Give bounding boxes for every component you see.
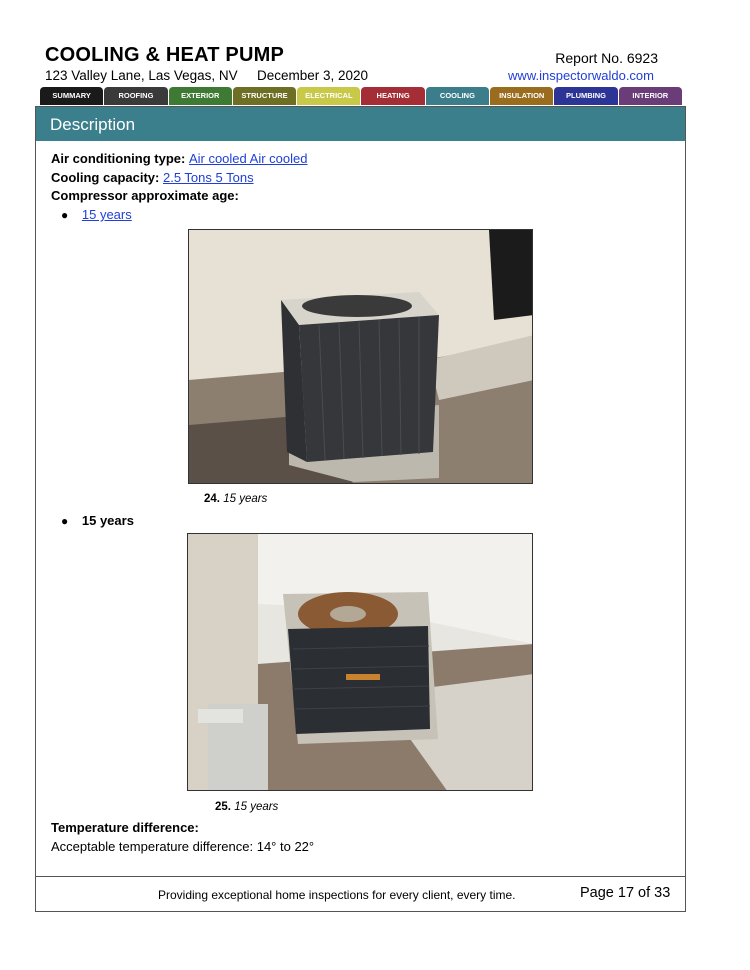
footer-divider — [36, 876, 685, 877]
capacity-link[interactable]: 2.5 Tons 5 Tons — [162, 170, 254, 185]
age-link[interactable]: 15 years — [81, 207, 132, 222]
bullet-dot-icon: ● — [61, 514, 69, 528]
page-number: Page 17 of 33 — [580, 885, 671, 901]
ac-type-link[interactable]: Air cooled Air cooled — [188, 151, 308, 166]
temp-difference-label: Temperature difference: — [51, 820, 199, 835]
report-date: December 3, 2020 — [257, 68, 369, 83]
compressor-age-label: Compressor approximate age: — [51, 188, 239, 203]
tab-interior[interactable]: INTERIOR — [619, 87, 682, 105]
footer-tagline: Providing exceptional home inspections for every client, every time. — [158, 888, 516, 902]
tab-insulation[interactable]: INSULATION — [490, 87, 553, 105]
capacity-row — [51, 170, 254, 185]
tab-cooling[interactable]: COOLING — [426, 87, 489, 105]
photo-24-text: 15 years — [223, 493, 268, 505]
tab-electrical[interactable]: ELECTRICAL — [297, 87, 360, 105]
property-address: 123 Valley Lane, Las Vegas, NV — [45, 68, 238, 83]
report-number: Report No. 6923 — [555, 50, 658, 66]
photo-25-number: 25. — [215, 801, 231, 813]
bullet-text: 15 years — [81, 513, 134, 528]
ac-type-label: Air conditioning type: — [51, 151, 186, 166]
bullet-item — [61, 207, 132, 222]
ac-unit-photo-icon — [189, 230, 533, 484]
tab-roofing[interactable]: ROOFING — [104, 87, 167, 105]
ac-unit-photo-icon — [188, 534, 533, 791]
section-header: Description — [36, 107, 685, 141]
tab-structure[interactable]: STRUCTURE — [233, 87, 296, 105]
photo-24[interactable] — [188, 229, 533, 484]
tab-heating[interactable]: HEATING — [361, 87, 424, 105]
ac-type-row — [51, 151, 307, 166]
temp-difference-value: Acceptable temperature difference: 14° to 22° — [51, 839, 315, 854]
capacity-label: Cooling capacity: — [51, 170, 160, 185]
section-tabs — [40, 87, 682, 105]
website-link[interactable]: www.inspectorwaldo.com — [508, 68, 654, 83]
photo-25-caption — [215, 801, 278, 813]
content-frame — [35, 106, 686, 912]
page-title: COOLING & HEAT PUMP — [45, 44, 284, 66]
tab-exterior[interactable]: EXTERIOR — [169, 87, 232, 105]
photo-25-text: 15 years — [234, 801, 279, 813]
photo-24-caption — [204, 493, 267, 505]
photo-25[interactable] — [187, 533, 533, 791]
photo-24-number: 24. — [204, 493, 220, 505]
tab-plumbing[interactable]: PLUMBING — [554, 87, 617, 105]
tab-summary[interactable]: SUMMARY — [40, 87, 103, 105]
bullet-dot-icon: ● — [61, 208, 69, 222]
bullet-item — [61, 513, 134, 528]
